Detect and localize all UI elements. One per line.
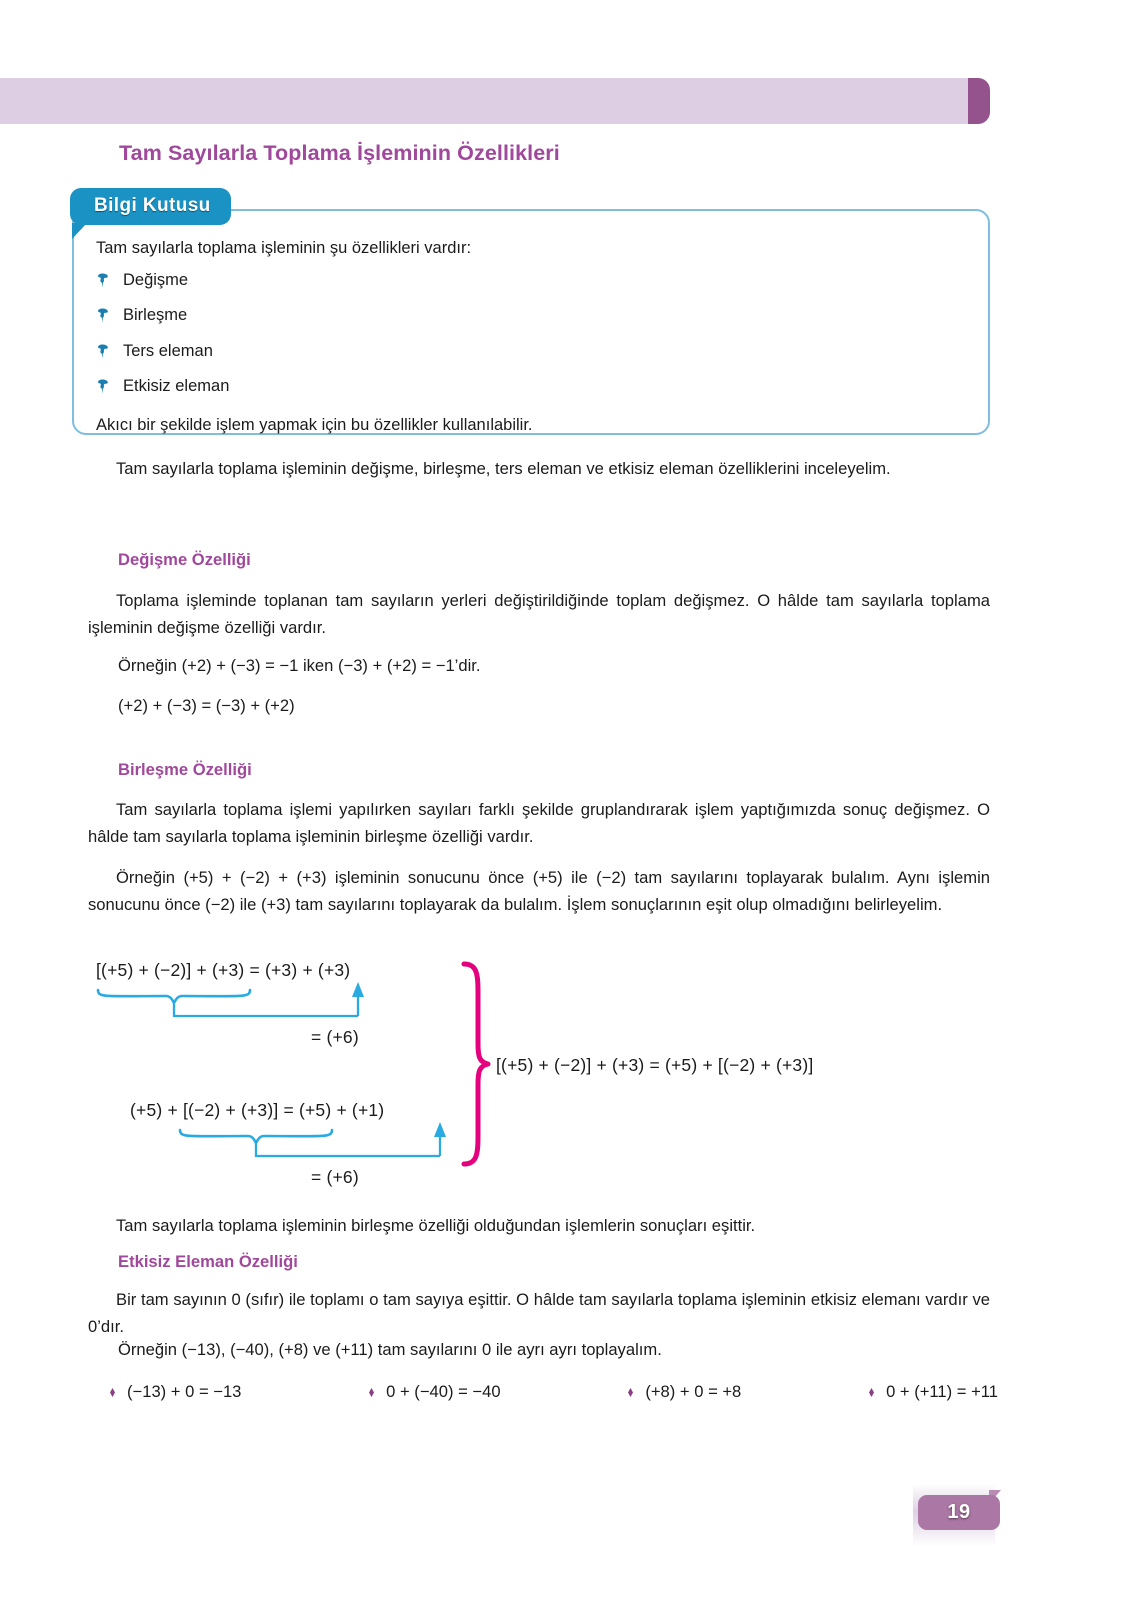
diamond-bullet-icon (626, 1388, 635, 1397)
example-item-text: 0 + (−40) = −40 (386, 1382, 501, 1401)
example-item (367, 1382, 500, 1402)
heading-degisme: Değişme Özelliği (118, 550, 251, 569)
example-item-text: (+8) + 0 = +8 (645, 1382, 742, 1401)
info-box-tab-tail (72, 223, 87, 239)
diagram-line-2-result: = (+6) (311, 1167, 359, 1187)
paragraph-birlesme-2-text: Örneğin (+5) + (−2) + (+3) işleminin sonucunu önce (+5) ile (−2) tam sayılarını toplayarak bulalım. Aynı işlemin sonucunu önce (−2) ile (+3) tam sayılarını toplayarak da bulalım. İşlem sonuçlarının eşit olup olmadığını belirleyelim. (88, 868, 990, 914)
pushpin-icon (97, 273, 110, 288)
example-item-text: (−13) + 0 = −13 (127, 1382, 242, 1401)
diagram-brace-result: [(+5) + (−2)] + (+3) = (+5) + [(−2) + (+3)] (496, 1055, 814, 1075)
info-box-content (96, 237, 966, 438)
example-item (626, 1382, 741, 1402)
connector-line2 (256, 1144, 440, 1156)
paragraph-degisme-text: Toplama işleminde toplanan tam sayıların yerleri değiştirildiğinde toplam değişmez. O hâlde tam sayılarla toplama işleminin değişme özelliği vardır. (88, 591, 990, 637)
associative-property-diagram (88, 952, 998, 1197)
connector-line1 (174, 1004, 358, 1016)
paragraph-birlesme-conclusion (88, 1213, 990, 1240)
page-number-badge (913, 1484, 1009, 1546)
header-banner-cap (968, 78, 990, 124)
info-box-list (96, 272, 966, 395)
list-item (96, 307, 966, 324)
example-item-text: 0 + (+11) = +11 (886, 1382, 998, 1401)
info-box-tab-label: Bilgi Kutusu (70, 188, 231, 225)
info-box-lead-text: Tam sayılarla toplama işleminin şu özellikleri vardır: (96, 239, 472, 257)
list-item-label: Değişme (123, 270, 189, 289)
etkisiz-examples-row (108, 1382, 998, 1402)
pushpin-icon (97, 308, 110, 323)
example-degisme: Örneğin (+2) + (−3) = −1 iken (−3) + (+2) = −1’dir. (118, 656, 481, 675)
arrow-up-line1-icon (352, 982, 364, 997)
page-number-value: 19 (918, 1495, 1000, 1530)
example-intro-etkisiz: Örneğin (−13), (−40), (+8) ve (+11) tam sayılarını 0 ile ayrı ayrı toplayalım. (118, 1340, 662, 1359)
equation-degisme: (+2) + (−3) = (−3) + (+2) (118, 696, 295, 715)
page-title: Tam Sayılarla Toplama İşleminin Özellikleri (119, 141, 560, 165)
list-item (96, 272, 966, 289)
list-item-label: Etkisiz eleman (123, 377, 230, 396)
heading-etkisiz: Etkisiz Eleman Özelliği (118, 1252, 298, 1271)
paragraph-etkisiz-text: Bir tam sayının 0 (sıfır) ile toplamı o tam sayıya eşittir. O hâlde tam sayılarla toplama işleminin etkisiz elemanı vardır ve 0’dır. (88, 1290, 990, 1336)
arrow-up-line2-icon (434, 1122, 446, 1137)
list-item-label: Ters eleman (123, 341, 213, 360)
paragraph-etkisiz (88, 1287, 990, 1341)
underbrace-line2-icon (180, 1130, 332, 1143)
paragraph-birlesme-1-text: Tam sayılarla toplama işlemi yapılırken sayıları farklı şekilde gruplandırarak işlem yaptığımızda sonuç değişmez. O hâlde tam sayılarla toplama işleminin birleşme özelliği vardır. (88, 800, 990, 846)
intro-paragraph-text: Tam sayılarla toplama işleminin değişme, birleşme, ters eleman ve etkisiz eleman özelliklerini inceleyelim. (116, 459, 891, 478)
list-item (96, 343, 966, 360)
diagram-line-1-result: = (+6) (311, 1027, 359, 1047)
diamond-bullet-icon (108, 1388, 117, 1397)
heading-birlesme: Birleşme Özelliği (118, 760, 252, 779)
diamond-bullet-icon (367, 1388, 376, 1397)
info-box-footer-text: Akıcı bir şekilde işlem yapmak için bu özellikler kullanılabilir. (96, 415, 533, 434)
curly-brace-icon (464, 964, 488, 1164)
intro-paragraph (88, 456, 990, 483)
diagram-line-1: [(+5) + (−2)] + (+3) = (+3) + (+3) (96, 960, 351, 980)
example-item (867, 1382, 998, 1402)
list-item (96, 378, 966, 395)
paragraph-birlesme-conclusion-text: Tam sayılarla toplama işleminin birleşme özelliği olduğundan işlemlerin sonuçları eşittir. (116, 1216, 756, 1235)
example-item (108, 1382, 241, 1402)
diagram-line-2: (+5) + [(−2) + (+3)] = (+5) + (+1) (130, 1100, 385, 1120)
header-banner-bar (0, 78, 980, 124)
pushpin-icon (97, 379, 110, 394)
paragraph-birlesme-1 (88, 797, 990, 851)
paragraph-degisme (88, 588, 990, 642)
list-item-label: Birleşme (123, 306, 188, 325)
paragraph-birlesme-2 (88, 865, 990, 919)
diamond-bullet-icon (867, 1388, 876, 1397)
pushpin-icon (97, 344, 110, 359)
underbrace-line1-icon (98, 990, 250, 1003)
